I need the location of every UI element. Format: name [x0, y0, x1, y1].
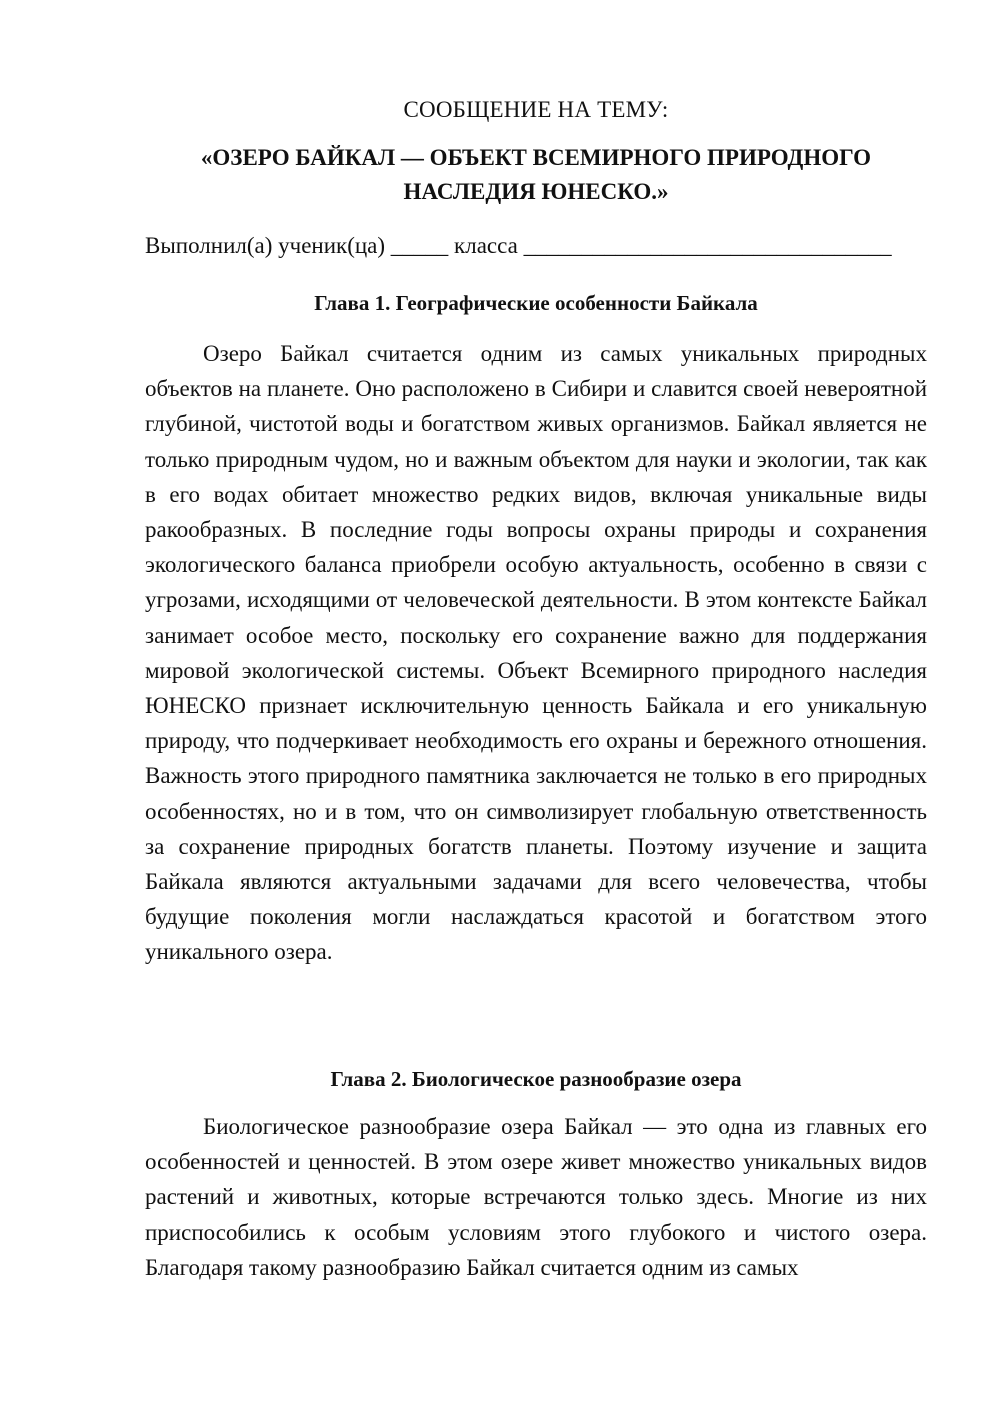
- chapter-2-paragraph: Биологическое разнообразие озера Байкал — это одна из главных его особенностей и ценностей. В этом озере живет множество уникальных видов растений и животных, которые встречаются только здесь. Многие из них приспособились к особым условиям этого глубокого и чистого озера. Благодаря такому разнообразию Байкал считается одним из самых: [145, 1114, 927, 1280]
- document-type-line: СООБЩЕНИЕ НА ТЕМУ:: [403, 97, 669, 122]
- document-title: [145, 141, 927, 209]
- chapter-1-heading: Глава 1. Географические особенности Байкала: [314, 291, 758, 315]
- chapter-2-heading: Глава 2. Биологическое разнообразие озера: [330, 1067, 742, 1091]
- chapter-1-paragraph: Озеро Байкал считается одним из самых уникальных природных объектов на планете. Оно расположено в Сибири и славится своей невероятной глубиной, чистотой воды и богатством живых организмов. Байкал является не только природным чудом, но и важным объектом для науки и экологии, так как в его водах обитает множество редких видов, включая уникальные виды ракообразных. В последние годы вопросы охраны природы и сохранения экологического баланса приобрели особую актуальность, особенно в связи с угрозами, исходящими от человеческой деятельности. В этом контексте Байкал занимает особое место, поскольку его сохранение важно для поддержания мировой экологической системы. Объект Всемирного природного наследия ЮНЕСКО признает исключительную ценность Байкала и его уникальную природу, что подчеркивает необходимость его охраны и бережного отношения. Важность этого природного памятника заключается не только в его природных особенностях, но и в том, что он символизирует глобальную ответственность за сохранение природных богатств планеты. Поэтому изучение и защита Байкала являются актуальными задачами для всего человечества, чтобы будущие поколения могли наслаждаться красотой и богатством этого уникального озера.: [145, 341, 927, 965]
- author-line: Выполнил(а) ученик(ца) _____ класса ________________________________: [145, 233, 892, 258]
- document-title-line-1: «ОЗЕРО БАЙКАЛ — ОБЪЕКТ ВСЕМИРНОГО ПРИРОДНОГО: [200, 145, 872, 170]
- document-title-line-2: НАСЛЕДИЯ ЮНЕСКО.»: [403, 179, 669, 204]
